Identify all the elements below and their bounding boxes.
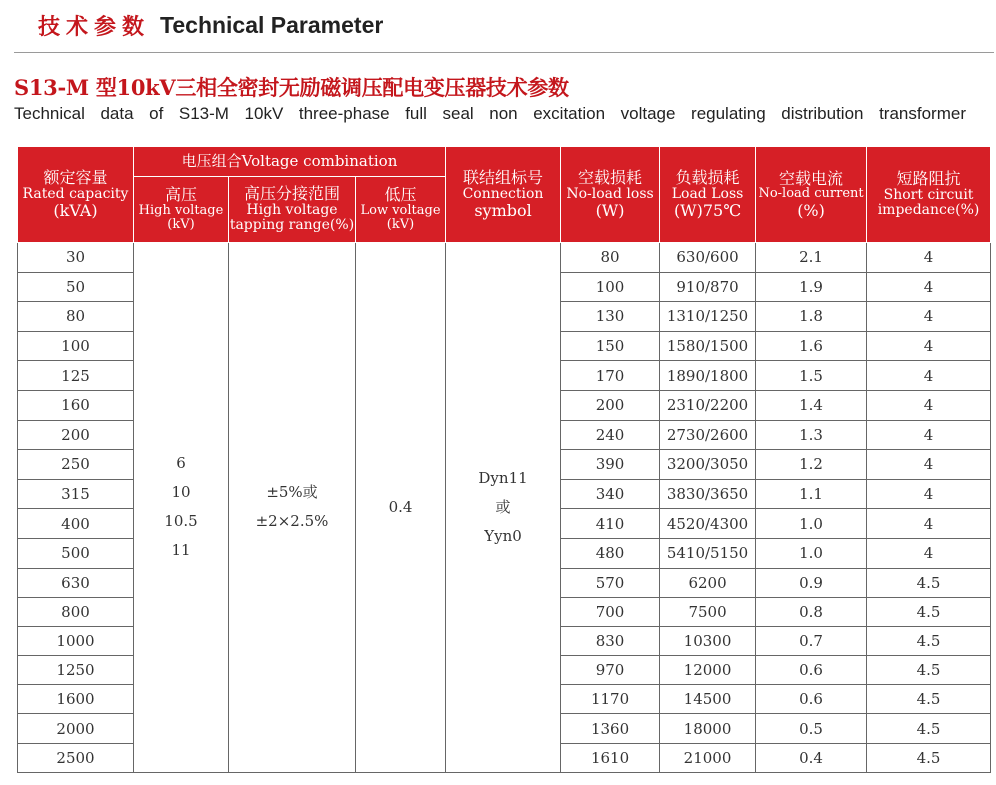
page-heading [38,8,383,42]
cell-rated-capacity: 800 [18,597,134,626]
cell-load-loss: 2730/2600 [660,420,756,450]
cell-impedance: 4 [867,538,991,568]
table-title-en-word: excitation [533,104,606,123]
header-noload-loss [561,147,660,243]
table-title-en-word: three-phase [298,104,390,123]
header-load-loss-unit: (W)75℃ [673,201,742,221]
cell-impedance: 4.5 [867,714,991,743]
table-title-en-word: regulating [691,104,766,123]
cell-noload-current: 0.6 [756,656,867,685]
cell-rated-capacity: 2000 [18,714,134,743]
cell-high-voltage-line: 11 [171,541,191,560]
cell-rated-capacity: 400 [18,509,134,539]
cell-tapping-range-line: ±2×2.5% [255,512,329,531]
header-hv-cn: 高压 [164,185,197,205]
table-title-en [14,104,966,124]
cell-noload-current: 1.4 [756,390,867,420]
header-impedance-cn: 短路阻抗 [896,169,961,189]
cell-noload-loss: 830 [561,626,660,655]
cell-load-loss: 2310/2200 [660,390,756,420]
header-capacity-en: Rated capacity [22,185,129,202]
header-low-voltage [356,177,446,243]
cell-noload-loss: 1610 [561,743,660,772]
header-tap-unit: tapping range(%) [229,217,355,234]
cell-impedance: 4 [867,450,991,480]
table-title-en-word: data [100,104,134,123]
cell-noload-current: 0.9 [756,568,867,597]
header-load-loss-cn: 负载损耗 [675,168,740,188]
cell-noload-loss: 170 [561,361,660,391]
heading-title-en: Technical Parameter [160,11,384,38]
cell-noload-current: 1.6 [756,331,867,361]
cell-rated-capacity: 1000 [18,626,134,655]
header-voltage-combination: 电压组合Voltage combination [134,147,446,177]
cell-noload-loss: 150 [561,331,660,361]
table-title-en-word: seal [442,104,474,123]
cell-noload-current: 0.8 [756,597,867,626]
header-lv-unit: (kV) [386,217,415,233]
cell-load-loss: 630/600 [660,243,756,273]
cell-high-voltage [134,243,229,773]
cell-noload-loss: 970 [561,656,660,685]
cell-load-loss: 3830/3650 [660,479,756,509]
cell-connection-symbol [446,243,561,773]
cell-noload-loss: 700 [561,597,660,626]
cell-impedance: 4.5 [867,685,991,714]
table-title-en-word: Technical [14,104,85,123]
cell-load-loss: 21000 [660,743,756,772]
cell-rated-capacity: 30 [18,243,134,273]
table-title-en-word: S13-M [178,104,229,123]
cell-load-loss: 3200/3050 [660,450,756,480]
header-impedance-unit: impedance(%) [877,202,980,219]
cell-noload-loss: 100 [561,272,660,302]
cell-load-loss: 18000 [660,714,756,743]
table-title-en-word: distribution [781,104,864,123]
cell-noload-loss: 390 [561,450,660,480]
table-title-en-word: 10kV [244,104,284,123]
header-conn-cn: 联结组标号 [463,168,544,188]
header-hv-unit: (kV) [167,217,195,233]
cell-noload-current: 0.7 [756,626,867,655]
header-noload-loss-unit: (W) [595,201,625,221]
cell-impedance: 4 [867,361,991,391]
cell-rated-capacity: 160 [18,390,134,420]
cell-noload-loss: 200 [561,390,660,420]
cell-noload-current: 0.5 [756,714,867,743]
cell-connection-symbol-line: Yyn0 [484,526,522,545]
cell-connection-symbol-line: Dyn11 [478,468,528,487]
cell-noload-current: 1.2 [756,450,867,480]
cell-rated-capacity: 50 [18,272,134,302]
cell-low-voltage: 0.4 [356,243,446,773]
cell-noload-loss: 410 [561,509,660,539]
cell-rated-capacity: 1600 [18,685,134,714]
cell-noload-loss: 1170 [561,685,660,714]
cell-high-voltage-line: 6 [176,454,186,473]
header-lv-en: Low voltage [360,203,441,218]
cell-noload-current: 1.0 [756,509,867,539]
cell-rated-capacity: 1250 [18,656,134,685]
table-body [18,243,991,773]
header-capacity-cn: 额定容量 [43,168,108,188]
cell-impedance: 4.5 [867,597,991,626]
table-title-cn: S13-M 型10kV三相全密封无励磁调压配电变压器技术参数 [14,75,569,100]
cell-noload-current: 0.4 [756,743,867,772]
cell-rated-capacity: 100 [18,331,134,361]
table-row [18,243,991,273]
cell-load-loss: 1890/1800 [660,361,756,391]
cell-impedance: 4.5 [867,656,991,685]
cell-impedance: 4.5 [867,568,991,597]
cell-impedance: 4 [867,243,991,273]
header-noload-loss-cn: 空载损耗 [578,168,643,188]
cell-impedance: 4 [867,302,991,332]
header-noload-current-en: No-load current [758,186,864,202]
cell-impedance: 4 [867,331,991,361]
header-rated-capacity [18,147,134,243]
cell-high-voltage-line: 10 [171,483,191,502]
table-title-en-word: of [149,104,164,123]
cell-noload-loss: 240 [561,420,660,450]
cell-load-loss: 10300 [660,626,756,655]
cell-load-loss: 12000 [660,656,756,685]
cell-load-loss: 1580/1500 [660,331,756,361]
header-tap-en: High voltage [246,201,338,218]
header-conn-en: Connection [462,185,544,202]
cell-noload-loss: 340 [561,479,660,509]
header-load-loss [660,147,756,243]
cell-noload-current: 1.3 [756,420,867,450]
cell-load-loss: 5410/5150 [660,538,756,568]
cell-noload-current: 1.1 [756,479,867,509]
header-load-loss-en: Load Loss [671,185,744,202]
cell-rated-capacity: 125 [18,361,134,391]
cell-load-loss: 6200 [660,568,756,597]
cell-rated-capacity: 315 [18,479,134,509]
cell-impedance: 4 [867,420,991,450]
cell-noload-current: 1.0 [756,538,867,568]
header-connection-symbol [446,147,561,243]
header-high-voltage [134,177,229,243]
cell-noload-loss: 1360 [561,714,660,743]
cell-tapping-range-line: ±5%或 [266,483,318,502]
cell-rated-capacity: 630 [18,568,134,597]
cell-noload-current: 1.5 [756,361,867,391]
cell-noload-loss: 570 [561,568,660,597]
cell-rated-capacity: 80 [18,302,134,332]
header-noload-current [756,147,867,243]
cell-rated-capacity: 250 [18,450,134,480]
table-title-en-word: transformer [879,104,966,123]
header-noload-current-unit: (%) [797,200,825,220]
cell-load-loss: 4520/4300 [660,509,756,539]
cell-load-loss: 910/870 [660,272,756,302]
cell-noload-current: 1.9 [756,272,867,302]
heading-divider [14,52,994,53]
table-title-en-word: voltage [620,104,676,123]
header-hv-en: High voltage [138,203,224,218]
cell-impedance: 4 [867,509,991,539]
cell-impedance: 4 [867,272,991,302]
cell-noload-current: 0.6 [756,685,867,714]
cell-impedance: 4.5 [867,626,991,655]
technical-parameter-table [17,146,991,773]
header-noload-current-cn: 空载电流 [779,168,844,188]
heading-title-cn: 技术参数 [38,14,151,40]
header-conn-unit: symbol [474,201,532,221]
cell-connection-symbol-line: 或 [495,497,511,516]
cell-tapping-range [229,243,356,773]
cell-rated-capacity: 200 [18,420,134,450]
table-title-en-word: non [489,104,518,123]
header-noload-loss-en: No-load loss [566,185,654,202]
cell-noload-loss: 80 [561,243,660,273]
cell-noload-loss: 480 [561,538,660,568]
cell-noload-current: 2.1 [756,243,867,273]
header-impedance-en: Short circuit [883,186,974,203]
cell-noload-current: 1.8 [756,302,867,332]
header-impedance [867,147,991,243]
cell-impedance: 4.5 [867,743,991,772]
cell-impedance: 4 [867,479,991,509]
cell-load-loss: 14500 [660,685,756,714]
table-title-en-word: full [405,104,427,123]
cell-high-voltage-line: 10.5 [164,512,198,531]
cell-noload-loss: 130 [561,302,660,332]
header-lv-cn: 低压 [384,185,417,205]
header-tap-cn: 高压分接范围 [243,184,340,204]
cell-impedance: 4 [867,390,991,420]
cell-load-loss: 7500 [660,597,756,626]
header-capacity-unit: (kVA) [53,201,98,221]
cell-load-loss: 1310/1250 [660,302,756,332]
cell-rated-capacity: 500 [18,538,134,568]
header-tapping-range [229,177,356,243]
cell-rated-capacity: 2500 [18,743,134,772]
